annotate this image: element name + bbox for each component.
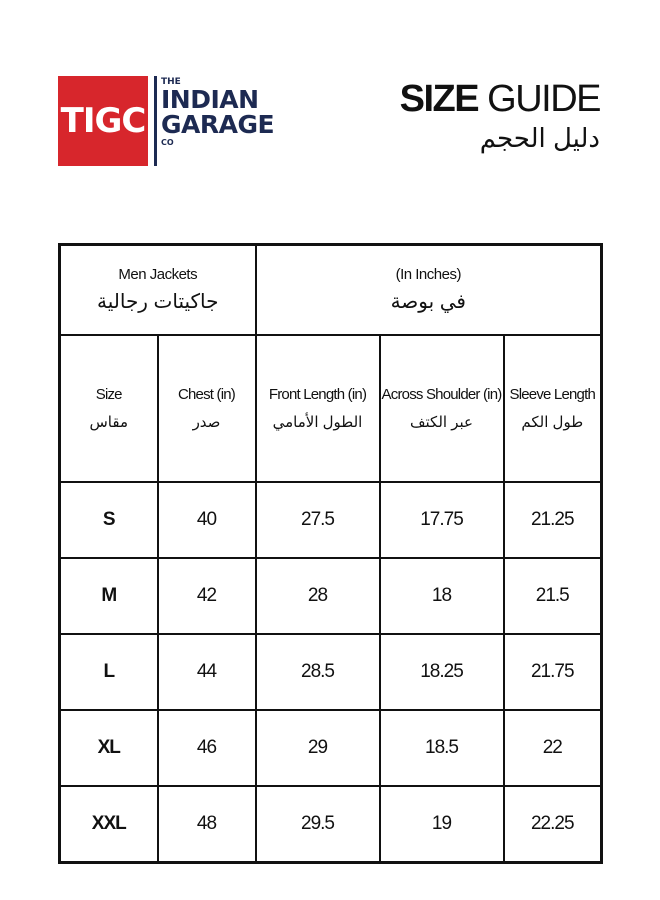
sleeve-length-cell: 22.25 — [504, 786, 602, 863]
sleeve-length-cell: 21.5 — [504, 558, 602, 634]
brand-name — [161, 76, 274, 166]
logo-mark: TIGC — [58, 76, 148, 166]
table-row — [60, 558, 602, 634]
column-header-chest — [158, 335, 256, 482]
column-header-ar: الطول الأمامي — [272, 414, 363, 431]
brand-name-co: CO — [161, 138, 174, 147]
size-table — [58, 243, 603, 864]
size-cell: XXL — [60, 786, 158, 863]
front-length-cell: 27.5 — [256, 482, 380, 558]
table-row — [60, 786, 602, 863]
size-cell: M — [60, 558, 158, 634]
front-length-cell: 28 — [256, 558, 380, 634]
category-cell — [60, 245, 256, 336]
column-header-ar: عبر الكتف — [410, 414, 473, 431]
brand-name-indian: INDIAN — [161, 85, 259, 114]
across-shoulder-cell: 18.25 — [380, 634, 504, 710]
column-header-across-shoulder — [380, 335, 504, 482]
across-shoulder-cell: 19 — [380, 786, 504, 863]
sleeve-length-cell: 21.75 — [504, 634, 602, 710]
size-guide-title — [400, 78, 600, 154]
front-length-cell: 29 — [256, 710, 380, 786]
brand-name-the: THE — [161, 77, 181, 87]
chest-cell: 48 — [158, 786, 256, 863]
title-guide: GUIDE — [487, 78, 600, 120]
column-header-en: Front Length (in) — [268, 386, 367, 403]
sleeve-length-cell: 21.25 — [504, 482, 602, 558]
chest-cell: 44 — [158, 634, 256, 710]
across-shoulder-cell: 18 — [380, 558, 504, 634]
column-header-sleeve-length — [504, 335, 602, 482]
column-header-size — [60, 335, 158, 482]
column-header-ar: طول الكم — [521, 414, 584, 431]
unit-cell — [256, 245, 602, 336]
across-shoulder-cell: 18.5 — [380, 710, 504, 786]
title-english — [400, 78, 600, 121]
across-shoulder-cell: 17.75 — [380, 482, 504, 558]
table-row — [60, 710, 602, 786]
table-row — [60, 634, 602, 710]
front-length-cell: 29.5 — [256, 786, 380, 863]
category-ar: جاكيتات رجالية — [97, 291, 219, 313]
size-cell: XL — [60, 710, 158, 786]
chest-cell: 42 — [158, 558, 256, 634]
category-en: Men Jackets — [118, 266, 198, 283]
front-length-cell: 28.5 — [256, 634, 380, 710]
column-header-en: Sleeve Length — [509, 386, 596, 403]
column-header-ar: مقاس — [89, 414, 128, 431]
table-caption-row — [60, 245, 602, 336]
table-header-row — [60, 335, 602, 482]
column-header-en: Size — [95, 386, 122, 403]
column-header-en: Chest (in) — [177, 386, 236, 403]
brand-logo — [58, 76, 274, 166]
size-cell: L — [60, 634, 158, 710]
column-header-ar: صدر — [192, 414, 221, 431]
chest-cell: 46 — [158, 710, 256, 786]
size-cell: S — [60, 482, 158, 558]
column-header-en: Across Shoulder (in) — [381, 386, 502, 403]
sleeve-length-cell: 22 — [504, 710, 602, 786]
column-header-front-length — [256, 335, 380, 482]
chest-cell: 40 — [158, 482, 256, 558]
unit-ar: في بوصة — [390, 291, 466, 313]
title-arabic: دليل الحجم — [479, 123, 600, 153]
table-row — [60, 482, 602, 558]
title-size: SIZE — [399, 78, 479, 120]
unit-en: (In Inches) — [395, 266, 461, 283]
logo-divider — [154, 76, 157, 166]
brand-name-garage: GARAGE — [161, 110, 275, 139]
